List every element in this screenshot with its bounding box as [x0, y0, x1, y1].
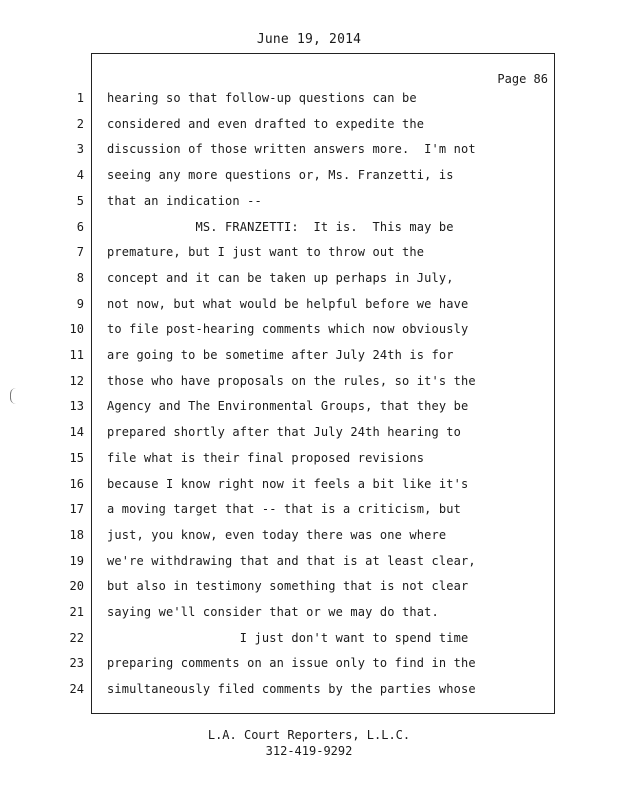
- line-number: 15: [69, 451, 84, 465]
- transcript-line: simultaneously filed comments by the parties whose: [107, 682, 476, 696]
- transcript-line: that an indication --: [107, 194, 262, 208]
- transcript-line: a moving target that -- that is a criticism, but: [107, 502, 461, 516]
- transcript-line: seeing any more questions or, Ms. Franzetti, is: [107, 168, 454, 182]
- line-number: 2: [76, 117, 84, 131]
- transcript-line: Agency and The Environmental Groups, that they be: [107, 399, 469, 413]
- line-number: 5: [76, 194, 84, 208]
- transcript-line: discussion of those written answers more. I'm not: [107, 142, 476, 156]
- transcript-line: those who have proposals on the rules, so it's the: [107, 374, 476, 388]
- transcript-line: I just don't want to spend time: [107, 631, 469, 645]
- transcript-line: we're withdrawing that and that is at least clear,: [107, 554, 476, 568]
- line-number: 24: [69, 682, 84, 696]
- transcript-line: just, you know, even today there was one where: [107, 528, 447, 542]
- line-number: 7: [76, 245, 84, 259]
- line-number: 19: [69, 554, 84, 568]
- line-number: 20: [69, 579, 84, 593]
- line-number: 11: [69, 348, 84, 362]
- transcript-line: hearing so that follow-up questions can be: [107, 91, 417, 105]
- line-number: 13: [69, 399, 84, 413]
- header-date: June 19, 2014: [256, 32, 362, 47]
- transcript-line: file what is their final proposed revisions: [107, 451, 425, 465]
- margin-mark: [10, 388, 17, 404]
- page-number: Page 86: [497, 72, 548, 86]
- transcript-line: because I know right now it feels a bit like it's: [107, 477, 469, 491]
- transcript-line: are going to be sometime after July 24th is for: [107, 348, 454, 362]
- line-number: 18: [69, 528, 84, 542]
- transcript-line: premature, but I just want to throw out the: [107, 245, 425, 259]
- transcript-line: concept and it can be taken up perhaps in July,: [107, 271, 454, 285]
- transcript-line: considered and even drafted to expedite the: [107, 117, 425, 131]
- line-number: 14: [69, 425, 84, 439]
- transcript-line: saying we'll consider that or we may do that.: [107, 605, 439, 619]
- line-number: 6: [76, 220, 84, 234]
- line-number: 23: [69, 656, 84, 670]
- transcript-line: preparing comments on an issue only to find in the: [107, 656, 476, 670]
- line-number: 16: [69, 477, 84, 491]
- line-number: 22: [69, 631, 84, 645]
- line-number: 3: [76, 142, 84, 156]
- line-number: 1: [76, 91, 84, 105]
- transcript-line: to file post-hearing comments which now obviously: [107, 322, 469, 336]
- transcript-line: but also in testimony something that is not clear: [107, 579, 469, 593]
- line-number: 12: [69, 374, 84, 388]
- line-number: 4: [76, 168, 84, 182]
- transcript-line: MS. FRANZETTI: It is. This may be: [107, 220, 454, 234]
- transcript-line: prepared shortly after that July 24th hearing to: [107, 425, 461, 439]
- line-number: 21: [69, 605, 84, 619]
- line-number: 17: [69, 502, 84, 516]
- line-number: 8: [76, 271, 84, 285]
- footer-company: L.A. Court Reporters, L.L.C.: [207, 728, 411, 742]
- line-number: 10: [69, 322, 84, 336]
- transcript-line: not now, but what would be helpful before we have: [107, 297, 469, 311]
- footer-phone: 312-419-9292: [265, 744, 353, 758]
- line-number: 9: [76, 297, 84, 311]
